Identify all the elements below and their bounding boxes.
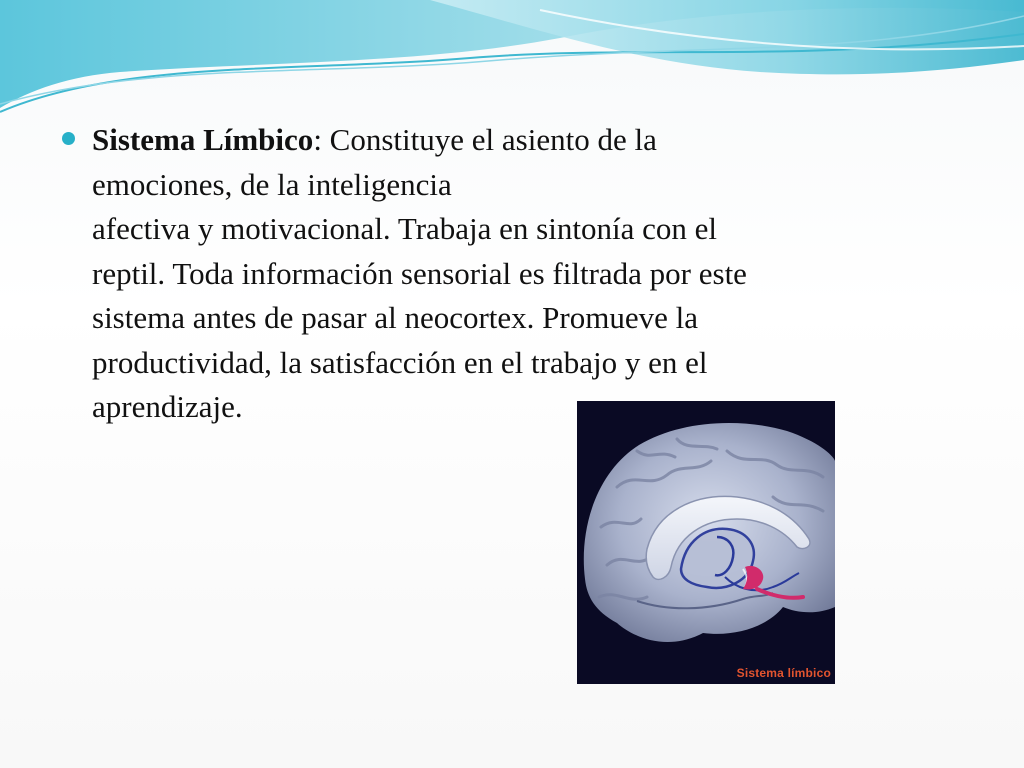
bullet-text <box>92 118 942 430</box>
text-line-4: reptil. Toda información sensorial es filtrada por este <box>92 255 747 291</box>
header-wave-decoration <box>0 0 1024 120</box>
text-line-6: productividad, la satisfacción en el trabajo y en el <box>92 344 708 380</box>
brain-caption: Sistema límbico <box>736 666 831 680</box>
brain-figure <box>577 401 835 684</box>
bullet-item <box>62 118 942 430</box>
bullet-list <box>62 118 942 430</box>
text-line-5: sistema antes de pasar al neocortex. Promueve la <box>92 300 698 335</box>
text-line-3: afectiva y motivacional. Trabaja en sintonía con el <box>92 211 717 246</box>
text-line-2: emociones, de la inteligencia <box>92 166 452 202</box>
text-line-7: aprendizaje. <box>92 389 243 424</box>
term-bold: Sistema Límbico <box>92 122 314 157</box>
brain-illustration-icon <box>577 401 835 684</box>
text-line-1: : Constituye el asiento de la <box>313 122 657 157</box>
bullet-dot-icon <box>62 132 75 145</box>
